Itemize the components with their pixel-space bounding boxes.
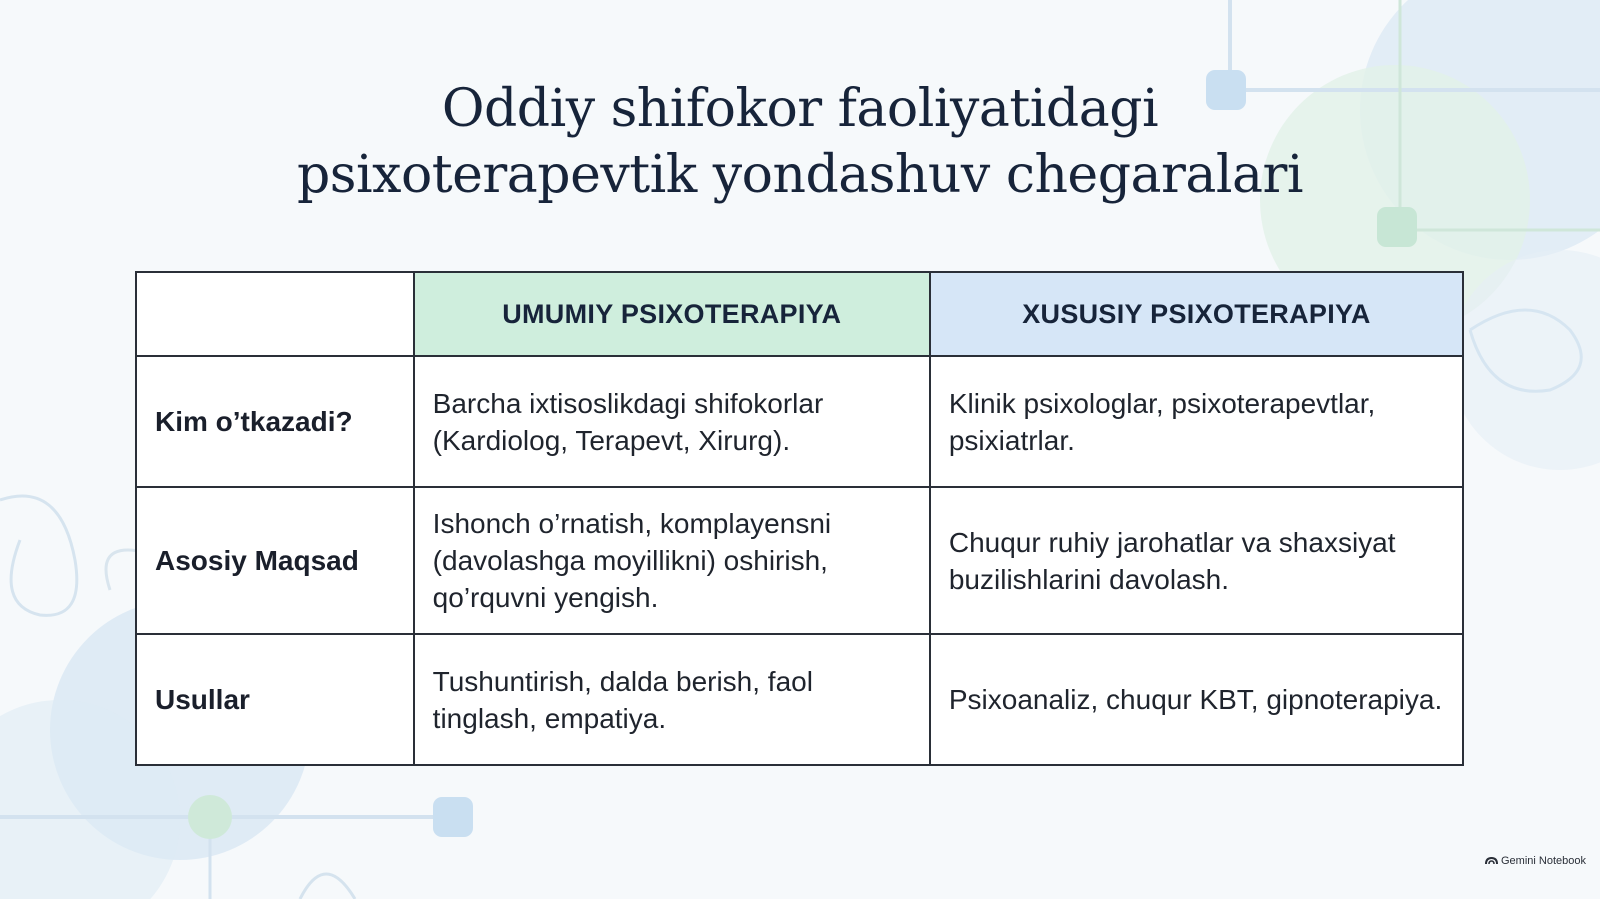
general-cell: Barcha ixtisoslikdagi shifokorlar (Kardiolog, Terapevt, Xirurg). bbox=[414, 356, 930, 487]
header-special-psychotherapy: XUSUSIY PSIXOTERAPIYA bbox=[930, 272, 1463, 356]
table-header-row bbox=[136, 272, 1463, 356]
row-label: Kim o’tkazadi? bbox=[136, 356, 414, 487]
brand-watermark bbox=[1485, 855, 1586, 867]
title-line-1: Oddiy shifokor faoliyatidagi bbox=[441, 79, 1159, 139]
header-general-psychotherapy: UMUMIY PSIXOTERAPIYA bbox=[414, 272, 930, 356]
brand-label: Gemini Notebook bbox=[1501, 855, 1586, 867]
general-cell: Ishonch o’rnatish, komplayensni (davolashga moyillikni) oshirish, qo’rquvni yengish. bbox=[414, 487, 930, 634]
special-cell: Chuqur ruhiy jarohatlar va shaxsiyat buzilishlarini davolash. bbox=[930, 487, 1463, 634]
table-row bbox=[136, 634, 1463, 765]
title-line-2: psixoterapevtik yondashuv chegaralari bbox=[297, 145, 1303, 205]
row-label: Usullar bbox=[136, 634, 414, 765]
row-label: Asosiy Maqsad bbox=[136, 487, 414, 634]
page-title bbox=[0, 76, 1600, 208]
special-cell: Klinik psixologlar, psixoterapevtlar, psixiatrlar. bbox=[930, 356, 1463, 487]
general-cell: Tushuntirish, dalda berish, faol tinglash, empatiya. bbox=[414, 634, 930, 765]
header-empty-cell bbox=[136, 272, 414, 356]
table-row bbox=[136, 356, 1463, 487]
notebook-logo-icon bbox=[1485, 857, 1498, 865]
special-cell: Psixoanaliz, chuqur KBT, gipnoterapiya. bbox=[930, 634, 1463, 765]
comparison-table bbox=[135, 271, 1464, 766]
table-row bbox=[136, 487, 1463, 634]
